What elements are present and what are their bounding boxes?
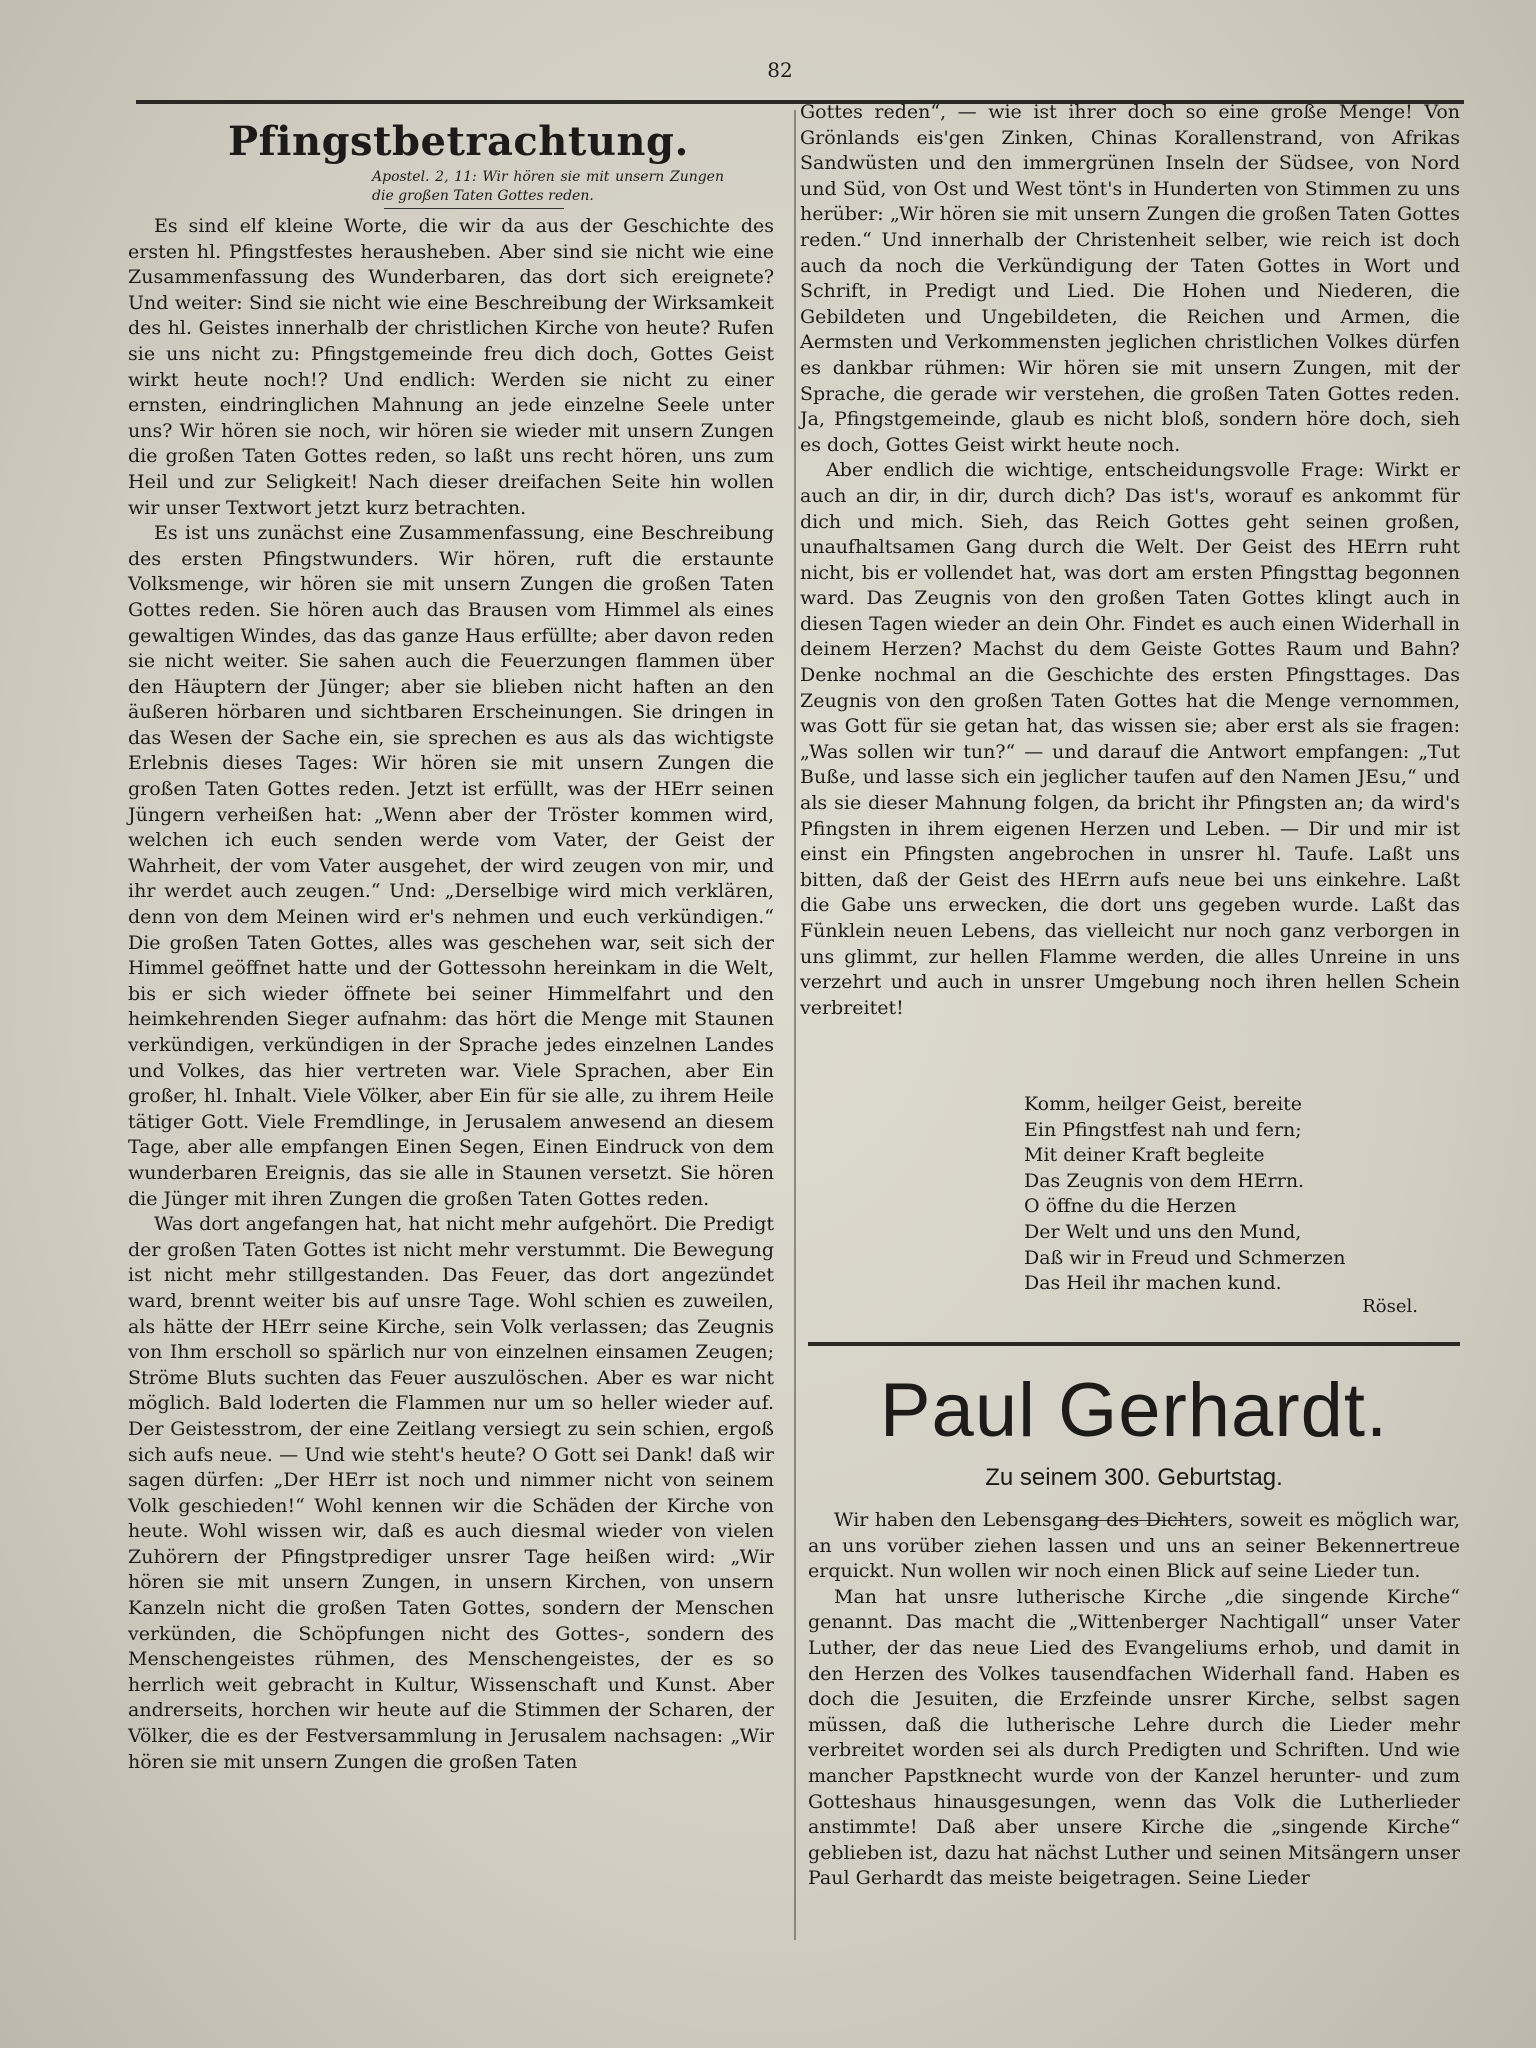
poem-line: Das Zeugnis von dem HErrn. (1024, 1169, 1305, 1192)
paragraph: Man hat unsre lutherische Kirche „die singende Kirche“ genannt. Das macht die „Wittenberger Nachtigall“ unser Vater Luther, der das neue Lied des Evangeliums erhob, und damit in den Herzen des Volkes tausendfachen Widerhall fand. Haben es doch die Jesuiten, die Erzfeinde unsrer Kirche, selbst sagen müssen, daß die lutherische Lehre durch die Lieder mehr verbreitet worden sei als durch Predigten und Schriften. Und wie mancher Papstknecht wurde von der Kanzel herunter- und zum Gotteshaus hinausgesungen, wenn das Volk die Lutherlieder anstimmte! Daß aber unsere Kirche die „singende Kirche“ geblieben ist, dazu hat nächst Luther und seinen Mitsängern unser Paul Gerhardt das meiste beigetragen. Seine Lieder (808, 1585, 1460, 1890)
right-column-top (800, 100, 1460, 1021)
paragraph: Gottes reden“, — wie ist ihrer doch so eine große Menge! Von Grönlands eis'gen Zinken, Chinas Korallenstrand, von Afrikas Sandwüsten und den immergrünen Inseln der Südsee, von Nord und Süd, von Ost und West tönt's in Hunderten von Stimmen zu uns herüber: „Wir hören sie mit unsern Zungen die großen Taten Gottes reden.“ Und innerhalb der Christenheit selber, wie reich ist doch auch da noch die Verkündigung der Taten Gottes in Wort und Schrift, in Predigt und Lied. Die Hohen und Niederen, die Gebildeten und Ungebildeten, die Reichen und Armen, die Aermsten und Verkommensten jeglichen christlichen Volkes dürfen es dankbar rühmen: Wir hören sie mit unsern Zungen, mit der Sprache, die gerade wir verstehen, die großen Taten Gottes reden. Ja, Pfingstgemeinde, glaub es nicht bloß, sondern höre doch, sieh es doch, Gottes Geist wirkt heute noch. (800, 101, 1460, 456)
paragraph: Was dort angefangen hat, hat nicht mehr aufgehört. Die Predigt der großen Taten Gottes ist nicht mehr verstummt. Die Bewegung ist nicht mehr stillgestanden. Das Feuer, das dort angezündet ward, brennt weiter bis auf unsre Tage. Wohl schien es zuweilen, als hätte der HErr seine Kirche, sein Volk verlassen; das Zeugnis von Ihm erscholl so spärlich nur von einzelnen einsamen Zeugen; Ströme Bluts suchten das Feuer auszulöschen. Aber es war nicht möglich. Bald loderten die Flammen nur um so heller wieder auf. Der Geistesstrom, der eine Zeitlang versiegt zu sein schien, ergoß sich aufs neue. — Und wie steht's heute? O Gott sei Dank! daß wir sagen dürfen: „Der HErr ist noch und nimmer nicht von seinem Volk geschieden!“ Wohl kennen wir die Schäden der Kirche von heute. Wohl wissen wir, daß es auch diesmal wieder von vielen Zuhörern der Pfingstprediger unsrer Tage heißen wird: „Wir hören sie mit unsern Zungen, in unsern Kirchen, von unsern Kanzeln nicht die großen Taten Gottes, sondern der Menschen verkünden, die Schöpfungen nicht des Gottes-, sondern des Menschengeistes rühmen, des Menschengeistes, der es so herrlich weit gebracht in Kultur, Wissenschaft und Kunst. Aber andrerseits, horchen wir heute auf die Stimmen der Scharen, der Völker, die es der Festversammlung in Jerusalem nachsagen: „Wir hören sie mit unsern Zungen die großen Taten (128, 1213, 774, 1773)
section-rule (808, 1342, 1460, 1346)
poem-line: O öffne du die Herzen (1024, 1195, 1237, 1218)
paragraph: Es ist uns zunächst eine Zusammenfassung, eine Beschreibung des ersten Pfingstwunders. Wir hören, ruft die erstaunte Volksmenge, wir hören sie mit unsern Zungen die großen Taten Gottes reden. Sie hören auch das Brausen vom Himmel als eines gewaltigen Windes, das das ganze Haus erfüllte; aber davon reden sie nicht weiter. Sie sahen auch die Feuerzungen flammen über den Häuptern der Jünger; aber sie blieben nicht haften an den äußeren hörbaren und sichtbaren Erscheinungen. Sie dringen in das Wesen der Sache ein, sie sprechen es aus als das wichtigste Erlebnis dieses Tages: Wir hören sie mit unsern Zungen die großen Taten Gottes reden. Jetzt ist erfüllt, was der HErr seinen Jüngern verheißen hat: „Wenn aber der Tröster kommen wird, welchen ich euch senden werde vom Vater, der Geist der Wahrheit, der vom Vater ausgehet, der wird zeugen von mir, und ihr werdet auch zeugen.“ Und: „Derselbige wird mich verklären, denn von dem Meinen wird er's nehmen und euch verkündigen.“ Die großen Taten Gottes, alles was geschehen war, seit sich der Himmel geöffnet hatte und der Gottessohn hereinkam in die Welt, bis er sich wieder öffnete bei seiner Himmelfahrt und den heimkehrenden Sieger aufnahm: das hört die Menge mit Staunen verkündigen, verkündigen in der Sprache jedes einzelnen Landes und Volkes, das hier vertreten war. Viele Sprachen, aber Ein großer, hl. Inhalt. Viele Völker, aber Ein für sie alle, zu ihrem Heile tätiger Gott. Viele Fremdlinge, in Jerusalem anwesend an diesem Tage, aber alle empfangen Einen Segen, Einen Eindruck von dem wunderbaren Ereignis, das sie alle in Staunen versetzt. Sie hören die Jünger mit ihren Zungen die großen Taten Gottes reden. (128, 522, 774, 1210)
paragraph: Es sind elf kleine Worte, die wir da aus der Geschichte des ersten hl. Pfingstfestes herausheben. Aber sind sie nicht wie eine Zusammenfassung des Wunderbaren, das dort sich ereignete? Und weiter: Sind sie nicht wie eine Beschreibung der Wirksamkeit des hl. Geistes innerhalb der christlichen Kirche von heute? Rufen sie uns nicht zu: Pfingstgemeinde freu dich doch, Gottes Geist wirkt heute noch!? Und endlich: Werden sie nicht zu einer ernsten, eindringlichen Mahnung an jede einzelne Seele unter uns? Wir hören sie noch, wir hören sie wieder mit unsern Zungen die großen Taten Gottes reden, so laßt uns recht hören, uns zum Heil und zur Seligkeit! Nach dieser dreifachen Seite hin wollen wir unser Textwort jetzt kurz betrachten. (128, 215, 774, 519)
epigraph-rule (384, 208, 564, 209)
poem-line: Komm, heilger Geist, bereite (1024, 1093, 1303, 1115)
poem (1024, 1092, 1404, 1297)
article-subtitle: Zu seinem 300. Geburtstag. (985, 1464, 1283, 1491)
poem-line: Der Welt und uns den Mund, (1024, 1220, 1302, 1243)
poem-line: Daß wir in Freud und Schmerzen (1024, 1246, 1346, 1269)
article-title-paul-gerhardt: Paul Gerhardt. (879, 1368, 1389, 1453)
poem-line: Mit deiner Kraft begleite (1024, 1144, 1265, 1167)
epigraph: Apostel. 2, 11: Wir hören sie mit unsern Zungen die großen Taten Gottes reden. (372, 169, 724, 204)
column-divider (794, 110, 796, 1940)
page-number: 82 (767, 58, 793, 82)
poem-line: Ein Pfingstfest nah und fern; (1024, 1118, 1302, 1141)
left-column (128, 214, 774, 1775)
paragraph: Wir haben den Lebensgang des Dichters, soweit es möglich war, an uns vorüber ziehen lassen und uns an seiner Bekennertreue erquickt. Nun wollen wir noch einen Blick auf seine Lieder tun. (808, 1509, 1460, 1583)
gerhardt-column (808, 1508, 1460, 1892)
poem-author: Rösel. (1362, 1296, 1418, 1317)
poem-line: Das Heil ihr machen kund. (1024, 1272, 1282, 1295)
paragraph: Aber endlich die wichtige, entscheidungsvolle Frage: Wirkt er auch an dir, in dir, durch dich? Das ist's, worauf es ankommt für dich und mich. Sieh, das Reich Gottes geht seinen großen, unaufhaltsamen Gang durch die Welt. Der Geist des HErrn ruht nicht, bis er vollendet hat, was dort am ersten Pfingsttag begonnen ward. Das Zeugnis von den großen Taten Gottes klingt auch in diesen Tagen wieder an dein Ohr. Findet es auch einen Widerhall in deinem Herzen? Machst du dem Geiste Gottes Raum und Bahn? Denke nochmal an die Geschichte des ersten Pfingsttages. Das Zeugnis von den großen Taten Gottes hat die Menge vernommen, was Gott für sie getan hat, das wissen sie; aber erst als sie fragen: „Was sollen wir tun?“ — und darauf die Antwort empfangen: „Tut Buße, und lasse sich ein jeglicher taufen auf den Namen JEsu,“ und als sie dieser Mahnung folgen, da bricht ihr Pfingsten an; da wird's Pfingsten in ihrem eigenen Herzen und Leben. — Dir und mir ist einst ein Pfingsten angebrochen in unsrer hl. Taufe. Laßt uns bitten, daß der Geist des HErrn aufs neue bei uns einkehre. Laßt die Gabe uns erwecken, die dort uns gegeben wurde. Laßt das Fünklein neuen Lebens, das vielleicht nur noch ganz verborgen in uns glimmt, zur hellen Flamme werden, die alles Unreine in uns verzehrt und auch in unsrer Umgebung noch ihren hellen Schein verbreitet! (800, 459, 1460, 1019)
article-title-pfingstbetrachtung: Pfingstbetrachtung. (228, 118, 689, 165)
